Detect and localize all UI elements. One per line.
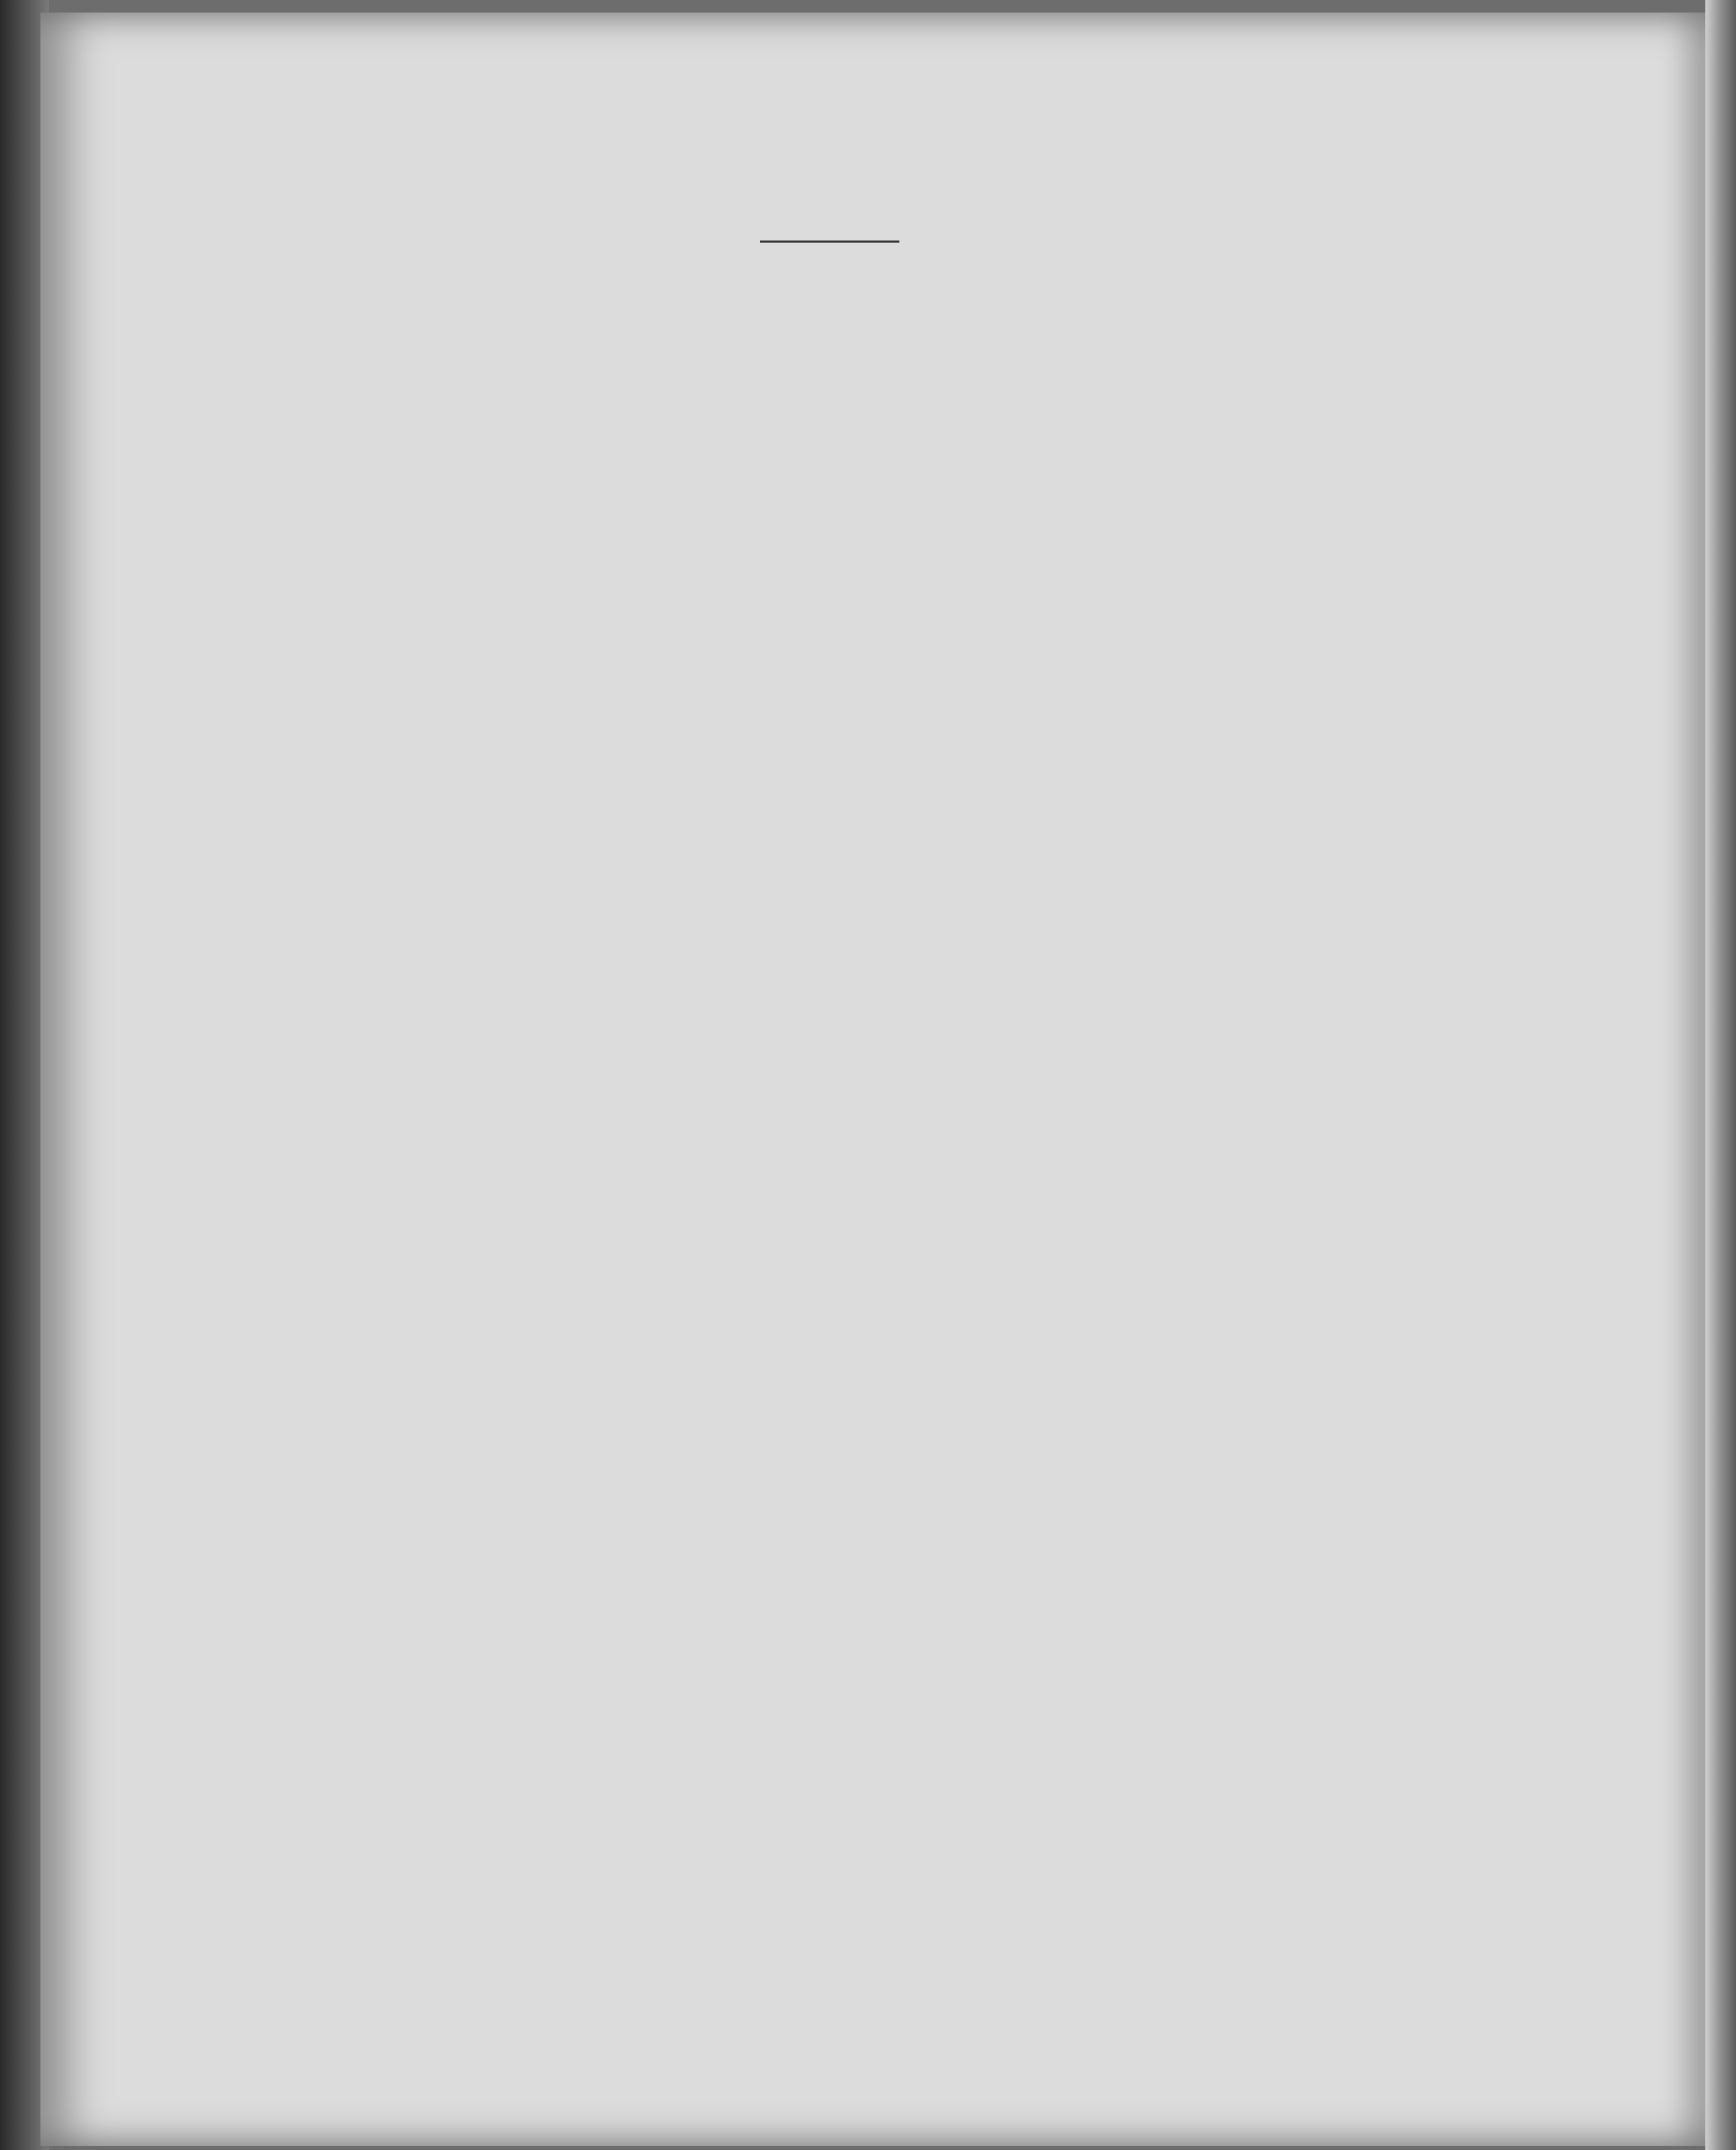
- book-page: [40, 13, 1707, 2146]
- page-number-rule: [760, 241, 899, 243]
- page-edge: [1705, 0, 1736, 2150]
